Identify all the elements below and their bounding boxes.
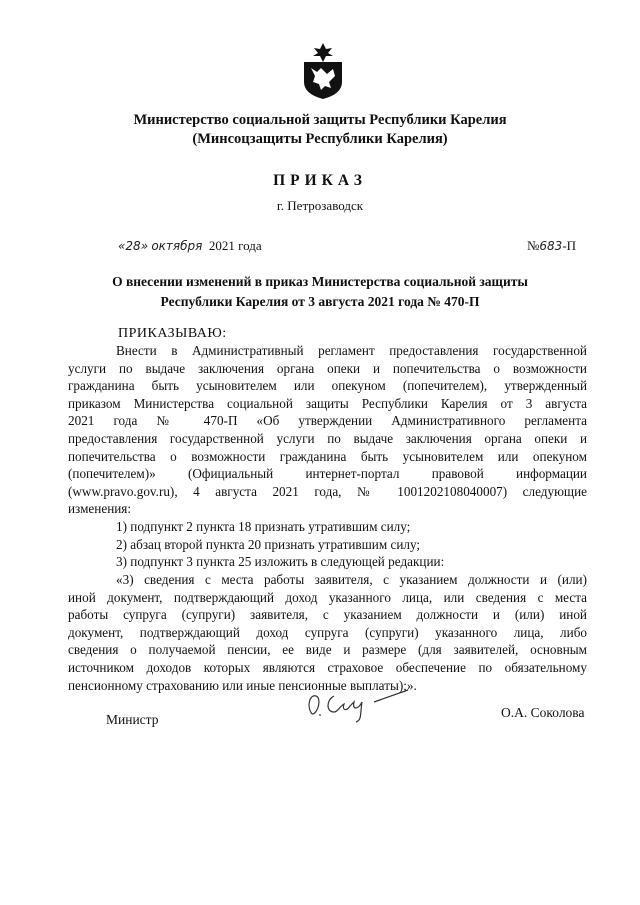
paragraph-line: работы супруга (супруги) заявителя, с указанием должности и (или) иной bbox=[68, 607, 587, 623]
handwritten-signature bbox=[304, 684, 414, 724]
paragraph-line: пенсионному страхованию или иные пенсионные выплаты);». bbox=[68, 677, 417, 693]
intro-paragraph bbox=[68, 342, 587, 518]
date-year: 2021 года bbox=[208, 238, 262, 253]
order-word: ПРИКАЗЫВАЮ: bbox=[118, 326, 227, 341]
order-subject bbox=[80, 272, 560, 312]
paragraph-line: сведения о получаемой пенсии, ее виде и размере (для заявителей, основным bbox=[68, 642, 587, 658]
signatory-title: Министр bbox=[106, 712, 159, 727]
subject-line: О внесении изменений в приказ Министерства социальной защиты bbox=[112, 274, 528, 289]
paragraph-line: документ, подтверждающий доход супруга (супруги) указанного лица, либо bbox=[68, 624, 587, 640]
paragraph-line: услуги по выдаче заключения органа опеки и попечительства о возможности bbox=[68, 360, 587, 376]
paragraph-line: Внести в Административный регламент предоставления государственной bbox=[116, 343, 587, 358]
paragraph-line: предоставления государственной услуги по выдаче заключения органа опеки и bbox=[68, 430, 587, 446]
city: г. Петрозаводск bbox=[276, 198, 364, 213]
document-type: ПРИКАЗ bbox=[273, 172, 367, 189]
ministry-short-name: (Минсоцзащиты Республики Карелия) bbox=[192, 131, 448, 147]
number-prefix: № bbox=[527, 238, 540, 253]
date-quote-open: « bbox=[118, 239, 126, 253]
date-month: октября bbox=[151, 239, 203, 253]
paragraph-line: (www.pravo.gov.ru), 4 августа 2021 года, № 1001202108040007) следующие bbox=[68, 483, 587, 499]
amendment-list bbox=[68, 518, 587, 571]
karelia-coat-of-arms-icon bbox=[299, 42, 347, 100]
paragraph-line: попечительства о возможности гражданина быть усыновителем или опекуном bbox=[68, 448, 587, 464]
list-item: 3) подпункт 3 пункта 25 изложить в следующей редакции: bbox=[116, 554, 445, 570]
paragraph-line: 2021 года № 470-П «Об утверждении Административного регламента bbox=[68, 413, 587, 429]
signatory-name: О.А. Соколова bbox=[501, 705, 585, 720]
paragraph-line: «3) сведения с места работы заявителя, с указанием должности и (или) bbox=[116, 572, 587, 587]
paragraph-line: гражданина быть усыновителем или опекуном (попечителем), утвержденный bbox=[68, 378, 587, 394]
paragraph-line: приказом Министерства социальной защиты Республики Карелия от 3 августа bbox=[68, 395, 587, 411]
number-value: 683 bbox=[539, 239, 563, 253]
date-day: 28 bbox=[125, 239, 141, 253]
paragraph-line: (попечителем)» (Официальный интернет-портал правовой информации bbox=[68, 466, 587, 482]
number-suffix: -П bbox=[562, 238, 577, 253]
subject-line: Республики Карелия от 3 августа 2021 года № 470-П bbox=[160, 294, 480, 309]
paragraph-line: иной документ, подтверждающий доход указанного лица, или сведения с места bbox=[68, 589, 587, 605]
list-item: 1) подпункт 2 пункта 18 признать утратившим силу; bbox=[116, 519, 411, 534]
ministry-name: Министерство социальной защиты Республики Карелия bbox=[133, 112, 507, 128]
paragraph-line: источником доходов которых являются страховое обеспечение по обязательному bbox=[68, 659, 587, 675]
date-quote-close: » bbox=[140, 239, 149, 253]
order-number bbox=[527, 238, 576, 254]
list-item: 2) абзац второй пункта 20 признать утратившим силу; bbox=[116, 536, 421, 552]
quoted-text bbox=[68, 571, 587, 694]
paragraph-line: изменения: bbox=[68, 501, 132, 517]
order-date bbox=[118, 238, 262, 254]
